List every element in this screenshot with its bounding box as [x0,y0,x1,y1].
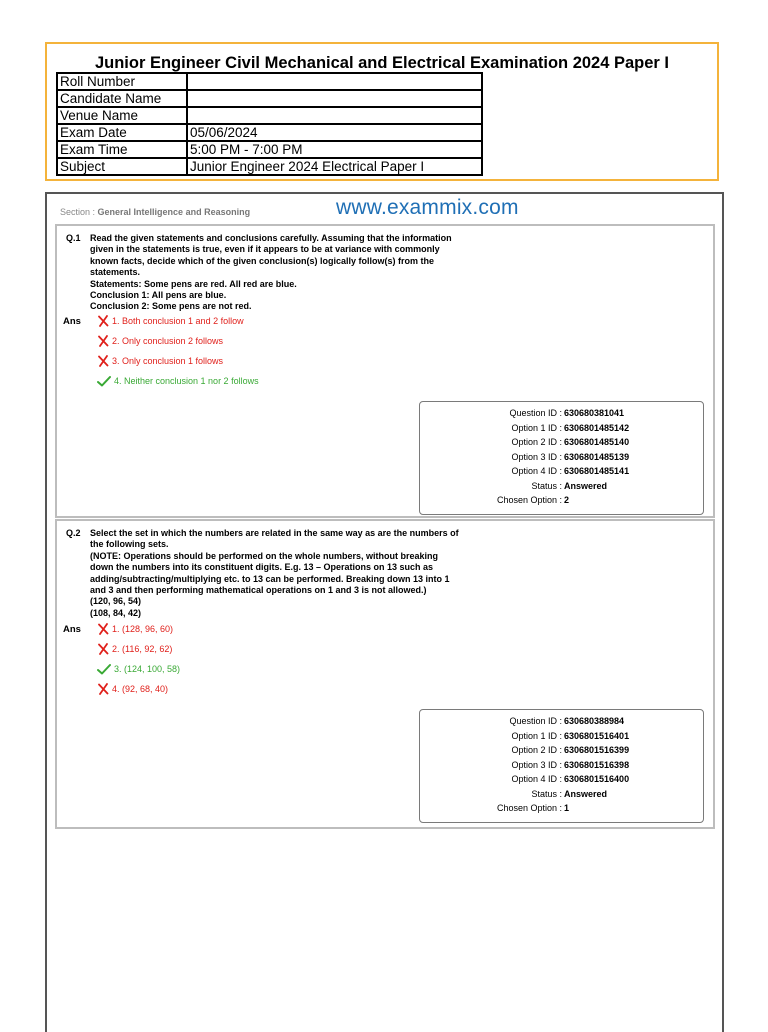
question-line: Conclusion 2: Some pens are not red. [90,301,252,312]
option-text: 4. Neither conclusion 1 nor 2 follows [114,376,259,386]
option-text: 2. (116, 92, 62) [112,644,173,654]
detail-value: 6306801516401 [564,730,630,741]
detail-label: Question ID : [509,408,562,418]
question-line: Read the given statements and conclusions carefully. Assuming that the information [90,233,452,243]
section-prefix: Section : [60,207,98,217]
detail-label: Chosen Option : [496,803,562,813]
question-line: given in the statements is true, even if it appears to be at variance with commonly [90,244,440,255]
option-item [97,315,244,327]
detail-value: Answered [564,480,608,491]
info-label: Exam Date [57,124,187,141]
info-label: Exam Time [57,141,187,158]
question-card [55,224,715,518]
detail-label: Question ID : [509,716,562,726]
detail-value: 630680388984 [564,716,625,726]
question-line: down the numbers into its constituent digits. E.g. 13 – Operations on 13 such as [90,562,434,573]
question-line: and 3 and then performing mathematical operations on 1 and 3 is not allowed.) [90,585,427,596]
detail-label: Option 2 ID : [511,437,562,447]
detail-value: 2 [564,495,570,505]
detail-value: 630680381041 [564,408,625,418]
option-text: 3. Only conclusion 1 follows [112,356,224,366]
option-text: 1. (128, 96, 60) [112,624,174,634]
info-label: Candidate Name [57,90,187,107]
detail-value: 6306801485142 [564,422,630,433]
option-item [97,355,223,367]
question-line: adding/subtracting/multiplying etc. to 13 can be performed. Breaking down 13 into 1 [90,573,450,584]
info-value: 5:00 PM - 7:00 PM [187,141,482,158]
section-label [60,207,250,217]
option-item [97,663,180,675]
question-line: Select the set in which the numbers are related in the same way as are the numbers of [90,528,459,538]
info-label: Roll Number [57,73,187,90]
detail-label: Option 4 ID : [511,774,562,784]
detail-label: Option 1 ID : [511,422,562,433]
info-row [57,158,482,175]
question-details-box [419,709,704,823]
option-text: 3. (124, 100, 58) [114,664,181,674]
detail-label: Option 3 ID : [511,759,562,770]
info-label: Subject [57,158,187,175]
cross-icon [97,623,109,635]
option-text: 2. Only conclusion 2 follows [112,336,224,346]
option-item [97,375,259,387]
info-value [187,107,482,124]
exam-title: Junior Engineer Civil Mechanical and Electrical Examination 2024 Paper I [94,54,670,72]
question-line: the following sets. [90,539,169,550]
detail-value: 6306801485139 [564,451,630,462]
ans-label: Ans [63,316,81,327]
option-item [97,335,223,347]
detail-label: Chosen Option : [496,495,562,505]
cross-icon [97,643,109,655]
info-row [57,107,482,124]
question-line: Statements: Some pens are red. All red are blue. [90,278,297,289]
detail-value: 6306801485141 [564,466,630,476]
cross-icon [97,335,109,347]
info-row [57,90,482,107]
question-details-box [419,401,704,515]
detail-label: Option 2 ID : [511,745,562,755]
info-row [57,73,482,90]
detail-value: 1 [564,803,570,813]
question-line: (120, 96, 54) [90,596,142,607]
option-text: 4. (92, 68, 40) [112,684,169,694]
question-text [90,233,515,313]
question-line: (108, 84, 42) [90,607,142,618]
question-line: Conclusion 1: All pens are blue. [90,290,227,301]
cross-icon [97,355,109,367]
cross-icon [97,683,109,695]
exam-header [45,42,719,181]
question-card [55,519,715,829]
detail-label: Status : [531,788,562,799]
info-row [57,141,482,158]
ans-label: Ans [63,624,81,635]
option-item [97,683,168,695]
detail-label: Option 3 ID : [511,451,562,462]
check-icon [97,663,111,675]
info-value [187,90,482,107]
check-icon [97,375,111,387]
detail-value: Answered [564,788,608,799]
question-number: Q.1 [66,233,81,243]
detail-label: Status : [531,480,562,491]
option-text: 1. Both conclusion 1 and 2 follow [112,316,244,326]
question-line: (NOTE: Operations should be performed on the whole numbers, without breaking [90,550,439,561]
candidate-info-table [56,72,483,176]
option-item [97,643,172,655]
detail-value: 6306801485140 [564,437,630,447]
cross-icon [97,315,109,327]
detail-label: Option 1 ID : [511,730,562,741]
detail-value: 6306801516400 [564,774,630,784]
info-row [57,124,482,141]
detail-value: 6306801516398 [564,759,630,770]
info-value: 05/06/2024 [187,124,482,141]
detail-label: Option 4 ID : [511,466,562,476]
watermark: www.exammix.com [336,196,519,219]
question-line: statements. [90,267,141,278]
question-number: Q.2 [66,528,81,538]
info-value [187,73,482,90]
option-item [97,623,173,635]
question-line: known facts, decide which of the given conclusion(s) logically follow(s) from the [90,255,435,266]
info-label: Venue Name [57,107,187,124]
section-name: General Intelligence and Reasoning [97,207,251,217]
detail-value: 6306801516399 [564,745,630,755]
info-value: Junior Engineer 2024 Electrical Paper I [187,158,482,175]
question-text [90,528,515,619]
